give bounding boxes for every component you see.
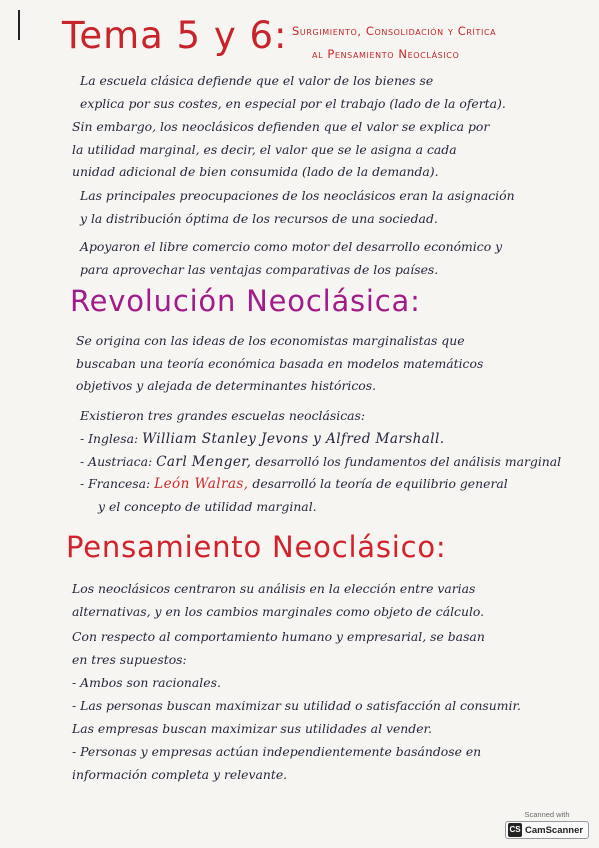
school-label: - Austriaca: bbox=[80, 453, 153, 469]
school-authors: William Stanley Jevons y Alfred Marshall. bbox=[142, 431, 445, 447]
list-item-inglesa bbox=[80, 428, 580, 451]
pensamiento-paragraph-2: Con respecto al comportamiento humano y empresarial, se basan en tres supuestos: bbox=[72, 629, 485, 667]
margin-mark bbox=[18, 10, 20, 40]
school-author-highlight: León Walras, bbox=[154, 476, 249, 492]
intro-paragraph-3: Las principales preocupaciones de los neoclásicos eran la asignación y la distribución óptima de los recursos de una sociedad. bbox=[80, 188, 515, 226]
camscanner-brand: CamScanner bbox=[525, 824, 584, 836]
scanned-with-label: Scanned with bbox=[524, 810, 570, 819]
camscanner-badge bbox=[505, 810, 589, 840]
revolucion-paragraph-1: Se origina con las ideas de los economistas marginalistas que buscaban una teoría económica basada en modelos matemáticos objetivos y alejada de determinantes históricos. bbox=[76, 333, 484, 393]
school-label: - Inglesa: bbox=[80, 431, 139, 446]
schools-list bbox=[80, 428, 580, 518]
supuesto-2: - Las personas buscan maximizar su utilidad o satisfacción al consumir. Las empresas buscan maximizar sus utilidades al vender. bbox=[72, 698, 521, 736]
page-title: Tema 5 y 6: bbox=[62, 14, 288, 57]
page-subtitle bbox=[292, 20, 582, 66]
list-item-francesa bbox=[80, 473, 580, 496]
school-label: - Francesa: bbox=[80, 476, 151, 491]
intro-paragraph-1: La escuela clásica defiende que el valor de los bienes se explica por sus costes, en especial por el trabajo (lado de la oferta). bbox=[80, 73, 506, 111]
subtitle-line-2: al Pensamiento Neoclásico bbox=[312, 47, 460, 61]
section-heading-pensamiento: Pensamiento Neoclásico: bbox=[66, 530, 447, 564]
supuesto-3: - Personas y empresas actúan independientemente basándose en información completa y relevante. bbox=[72, 744, 482, 782]
subtitle-line-1: Surgimiento, Consolidación y Crítica bbox=[292, 24, 497, 38]
supuesto-1: - Ambos son racionales. bbox=[72, 675, 221, 690]
list-item-francesa-continued: y el concepto de utilidad marginal. bbox=[98, 498, 317, 514]
section-heading-revolucion: Revolución Neoclásica: bbox=[70, 284, 421, 318]
list-item-austriaca bbox=[80, 451, 580, 474]
school-author: Carl Menger, bbox=[156, 453, 252, 470]
camscanner-logo bbox=[505, 821, 589, 839]
intro-paragraph-4: Apoyaron el libre comercio como motor del desarrollo económico y para aprovechar las ventajas comparativas de los países. bbox=[80, 239, 503, 277]
camscanner-logo-icon: CS bbox=[508, 823, 522, 837]
school-description: desarrolló la teoría de equilibrio general bbox=[252, 476, 508, 491]
pensamiento-paragraph-1: Los neoclásicos centraron su análisis en la elección entre varias alternativas, y en los cambios marginales como objeto de cálculo. bbox=[72, 581, 485, 619]
revolucion-paragraph-2: Existieron tres grandes escuelas neoclásicas: bbox=[80, 408, 366, 423]
school-description: desarrolló los fundamentos del análisis marginal bbox=[255, 453, 562, 469]
intro-paragraph-2: Sin embargo, los neoclásicos defienden que el valor se explica por la utilidad marginal, es decir, el valor que se le asigna a cada unidad adicional de bien consumida (lado de la demanda). bbox=[72, 119, 490, 179]
